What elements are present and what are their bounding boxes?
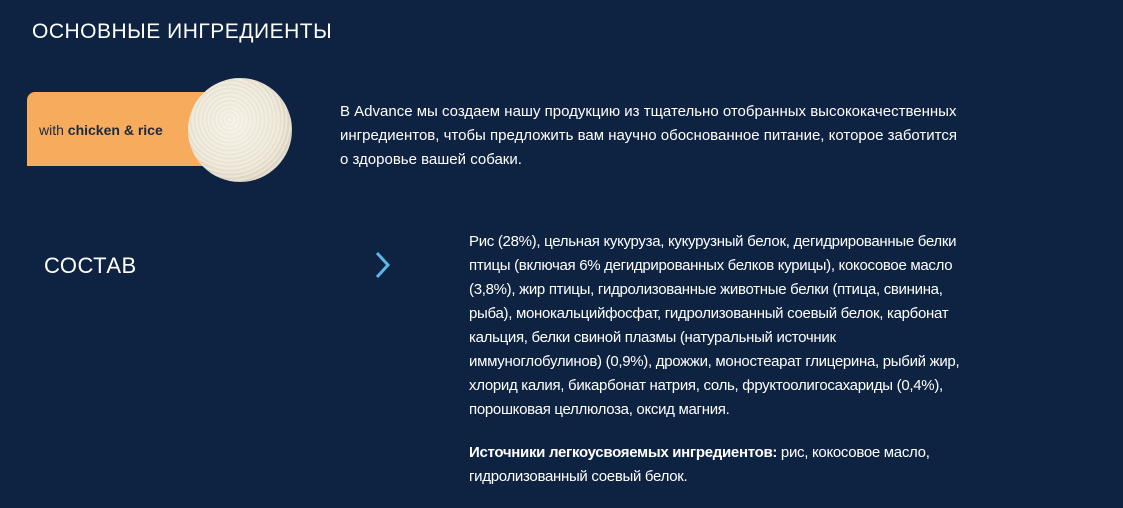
digestible-sources: Источники легкоусвояемых ингредиентов: рис, кокосовое масло, гидролизованный соевый белок. [469, 444, 930, 485]
chevron-right-icon[interactable] [372, 250, 394, 280]
section-title: ОСНОВНЫЕ ИНГРЕДИЕНТЫ [32, 20, 333, 43]
composition-text: Рис (28%), цельная кукуруза, кукурузный белок, дегидрированные белки птицы (включая 6% дегидрированных белков курицы), кокосовое масло (3,8%), жир птицы, гидролизованные животные белки (птица, свинина, рыба), монокальцийфосфат, гидролизованный соевый белок, карбонат кальция, белки свиной плазмы (натуральный источник иммуноглобулинов) (0,9%), дрожжи, моностеарат глицерина, рыбий жир, хлорид калия, бикарбонат натрия, соль, фруктоолигосахариды (0,4%), порошковая целлюлоза, оксид магния. [469, 233, 960, 418]
rice-image [188, 78, 292, 182]
intro-text: В Advance мы создаем нашу продукцию из тщательно отобранных высококачественных ингредиентов, чтобы предложить вам научно обоснованное питание, которое заботится о здоровье вашей собаки. [340, 103, 957, 168]
composition-title: СОСТАВ [44, 253, 137, 278]
badge-text: with chicken & rice [39, 122, 163, 138]
